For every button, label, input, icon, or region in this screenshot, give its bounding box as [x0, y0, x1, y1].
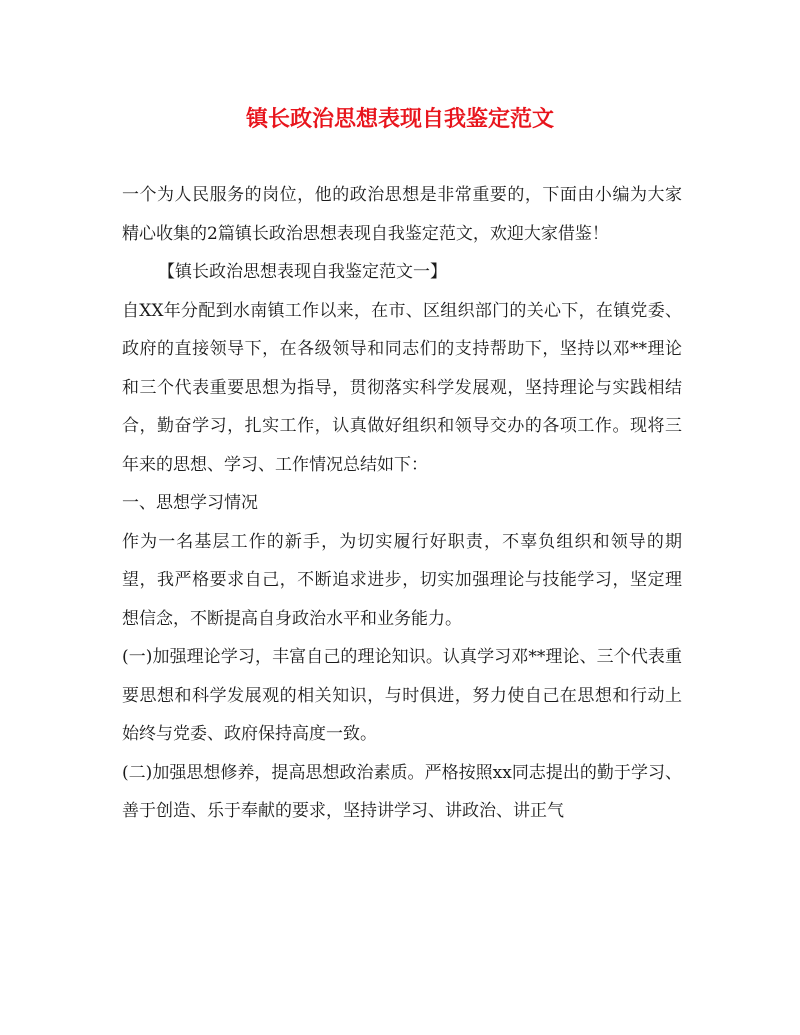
body-paragraph: 作为一名基层工作的新手，为切实履行好职责，不辜负组织和领导的期望，我严格要求自己，不断追求进步，切实加强理论与技能学习，坚定理想信念，不断提高自身政治水平和业务能力。 — [122, 531, 682, 629]
body-paragraph: 自XX年分配到水南镇工作以来，在市、区组织部门的关心下，在镇党委、政府的直接领导下，在各级领导和同志们的支持帮助下，坚持以邓**理论和三个代表重要思想为指导，贯彻落实科学发展观，坚持理论与实践相结合，勤奋学习，扎实工作，认真做好组织和领导交办的各项工作。现将三年来的思想、学习、工作情况总结如下： — [122, 300, 682, 475]
subsection-heading: 一、思想学习情况 — [122, 493, 258, 513]
intro-paragraph: 一个为人民服务的岗位，他的政治思想是非常重要的，下面由小编为大家精心收集的2篇镇长政治思想表现自我鉴定范文，欢迎大家借鉴！ — [122, 185, 682, 244]
document-body — [122, 176, 682, 831]
document-title: 镇长政治思想表现自我鉴定范文 — [245, 106, 554, 132]
section-heading: 【镇长政治思想表现自我鉴定范文一】 — [158, 262, 447, 282]
body-paragraph: (一)加强理论学习，丰富自己的理论知识。认真学习邓**理论、三个代表重要思想和科学发展观的相关知识，与时俱进，努力使自己在思想和行动上始终与党委、政府保持高度一致。 — [122, 647, 682, 744]
body-paragraph: (二)加强思想修养，提高思想政治素质。严格按照xx同志提出的勤于学习、善于创造、乐于奉献的要求，坚持讲学习、讲政治、讲正气 — [122, 762, 682, 821]
